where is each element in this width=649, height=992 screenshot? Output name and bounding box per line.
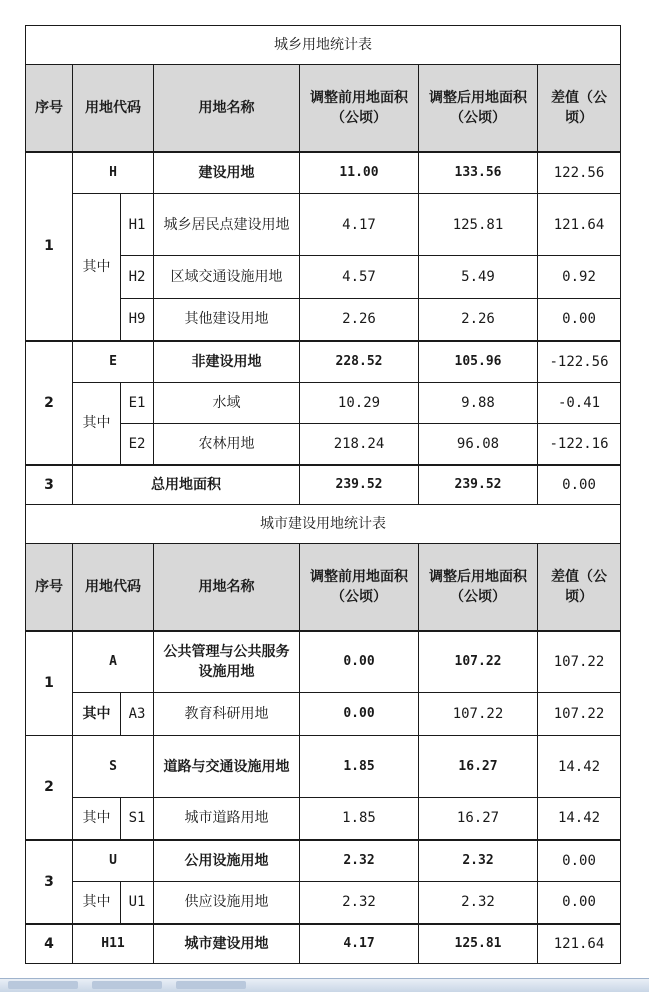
- row-diff: 14.42: [538, 736, 621, 798]
- header-diff: 差值（公顷）: [538, 544, 621, 631]
- row-before: 10.29: [300, 383, 419, 424]
- table-row: [26, 840, 621, 882]
- row-code: H11: [73, 924, 154, 964]
- header-seq: 序号: [26, 65, 73, 152]
- table-row: [26, 693, 621, 736]
- row-after: 105.96: [419, 341, 538, 383]
- table-row: [26, 631, 621, 693]
- window-bottom-edge: [0, 978, 649, 992]
- table-row: [26, 736, 621, 798]
- row-seq: 1: [26, 631, 73, 736]
- row-name: 农林用地: [154, 424, 300, 465]
- row-before: 11.00: [300, 152, 419, 194]
- row-seq: 4: [26, 924, 73, 964]
- header-name: 用地名称: [154, 65, 300, 152]
- row-before: 239.52: [300, 465, 419, 505]
- row-name: 城乡居民点建设用地: [154, 194, 300, 256]
- row-seq: 2: [26, 341, 73, 465]
- header-before: 调整前用地面积（公顷）: [300, 65, 419, 152]
- header-after: 调整后用地面积（公顷）: [419, 65, 538, 152]
- row-diff: -122.56: [538, 341, 621, 383]
- row-after: 2.32: [419, 882, 538, 924]
- row-name: 非建设用地: [154, 341, 300, 383]
- sub-label: 其中: [73, 693, 121, 736]
- taskbar-segment: [176, 981, 246, 989]
- row-seq: 3: [26, 465, 73, 505]
- row-diff: -122.16: [538, 424, 621, 465]
- row-name: 供应设施用地: [154, 882, 300, 924]
- row-after: 133.56: [419, 152, 538, 194]
- row-code: E1: [121, 383, 154, 424]
- row-code: A: [73, 631, 154, 693]
- row-diff: 0.92: [538, 256, 621, 299]
- table-row: [26, 194, 621, 256]
- rural-table-title: 城乡用地统计表: [26, 26, 621, 65]
- row-before: 228.52: [300, 341, 419, 383]
- table-row-total: [26, 465, 621, 505]
- sub-label: 其中: [73, 798, 121, 840]
- row-code: E2: [121, 424, 154, 465]
- row-name: 教育科研用地: [154, 693, 300, 736]
- row-after: 5.49: [419, 256, 538, 299]
- header-code: 用地代码: [73, 65, 154, 152]
- sub-label: 其中: [73, 882, 121, 924]
- row-code: S1: [121, 798, 154, 840]
- urban-land-use-table: [25, 504, 621, 964]
- row-diff: 14.42: [538, 798, 621, 840]
- row-after: 107.22: [419, 693, 538, 736]
- row-before: 0.00: [300, 693, 419, 736]
- row-name: 建设用地: [154, 152, 300, 194]
- row-diff: 0.00: [538, 840, 621, 882]
- row-after: 2.32: [419, 840, 538, 882]
- row-name: 公共管理与公共服务设施用地: [154, 631, 300, 693]
- row-before: 218.24: [300, 424, 419, 465]
- row-code: E: [73, 341, 154, 383]
- header-diff: 差值（公顷）: [538, 65, 621, 152]
- table-row: [26, 152, 621, 194]
- row-name: 其他建设用地: [154, 299, 300, 341]
- row-diff: 107.22: [538, 693, 621, 736]
- row-after: 16.27: [419, 736, 538, 798]
- row-after: 239.52: [419, 465, 538, 505]
- row-name: 区域交通设施用地: [154, 256, 300, 299]
- taskbar-segment: [8, 981, 78, 989]
- row-before: 0.00: [300, 631, 419, 693]
- row-after: 107.22: [419, 631, 538, 693]
- row-code: A3: [121, 693, 154, 736]
- row-name: 道路与交通设施用地: [154, 736, 300, 798]
- row-diff: 0.00: [538, 465, 621, 505]
- taskbar-segment: [92, 981, 162, 989]
- sub-label: 其中: [73, 383, 121, 465]
- row-diff: 121.64: [538, 194, 621, 256]
- row-after: 16.27: [419, 798, 538, 840]
- row-name: 水域: [154, 383, 300, 424]
- row-before: 1.85: [300, 736, 419, 798]
- row-diff: 0.00: [538, 882, 621, 924]
- row-after: 96.08: [419, 424, 538, 465]
- row-before: 2.32: [300, 840, 419, 882]
- table-row: [26, 383, 621, 424]
- row-after: 9.88: [419, 383, 538, 424]
- rural-land-use-table: [25, 25, 621, 505]
- row-code: H1: [121, 194, 154, 256]
- urban-table-title: 城市建设用地统计表: [26, 505, 621, 544]
- row-seq: 3: [26, 840, 73, 924]
- header-seq: 序号: [26, 544, 73, 631]
- table-row: [26, 798, 621, 840]
- header-after: 调整后用地面积（公顷）: [419, 544, 538, 631]
- row-before: 2.32: [300, 882, 419, 924]
- header-before: 调整前用地面积（公顷）: [300, 544, 419, 631]
- row-before: 4.57: [300, 256, 419, 299]
- header-name: 用地名称: [154, 544, 300, 631]
- row-name: 城市建设用地: [154, 924, 300, 964]
- row-diff: 122.56: [538, 152, 621, 194]
- row-code: U1: [121, 882, 154, 924]
- row-diff: 107.22: [538, 631, 621, 693]
- row-before: 1.85: [300, 798, 419, 840]
- row-code: S: [73, 736, 154, 798]
- row-after: 125.81: [419, 194, 538, 256]
- row-name: 城市道路用地: [154, 798, 300, 840]
- row-code: H9: [121, 299, 154, 341]
- table-row-total: [26, 924, 621, 964]
- row-diff: 0.00: [538, 299, 621, 341]
- row-before: 4.17: [300, 194, 419, 256]
- row-code: U: [73, 840, 154, 882]
- row-before: 4.17: [300, 924, 419, 964]
- row-name: 公用设施用地: [154, 840, 300, 882]
- table-row: [26, 341, 621, 383]
- row-before: 2.26: [300, 299, 419, 341]
- row-after: 125.81: [419, 924, 538, 964]
- row-after: 2.26: [419, 299, 538, 341]
- row-code: H2: [121, 256, 154, 299]
- row-code: H: [73, 152, 154, 194]
- sub-label: 其中: [73, 194, 121, 341]
- row-seq: 2: [26, 736, 73, 840]
- row-seq: 1: [26, 152, 73, 341]
- header-code: 用地代码: [73, 544, 154, 631]
- row-diff: -0.41: [538, 383, 621, 424]
- row-name: 总用地面积: [73, 465, 300, 505]
- table-row: [26, 882, 621, 924]
- row-diff: 121.64: [538, 924, 621, 964]
